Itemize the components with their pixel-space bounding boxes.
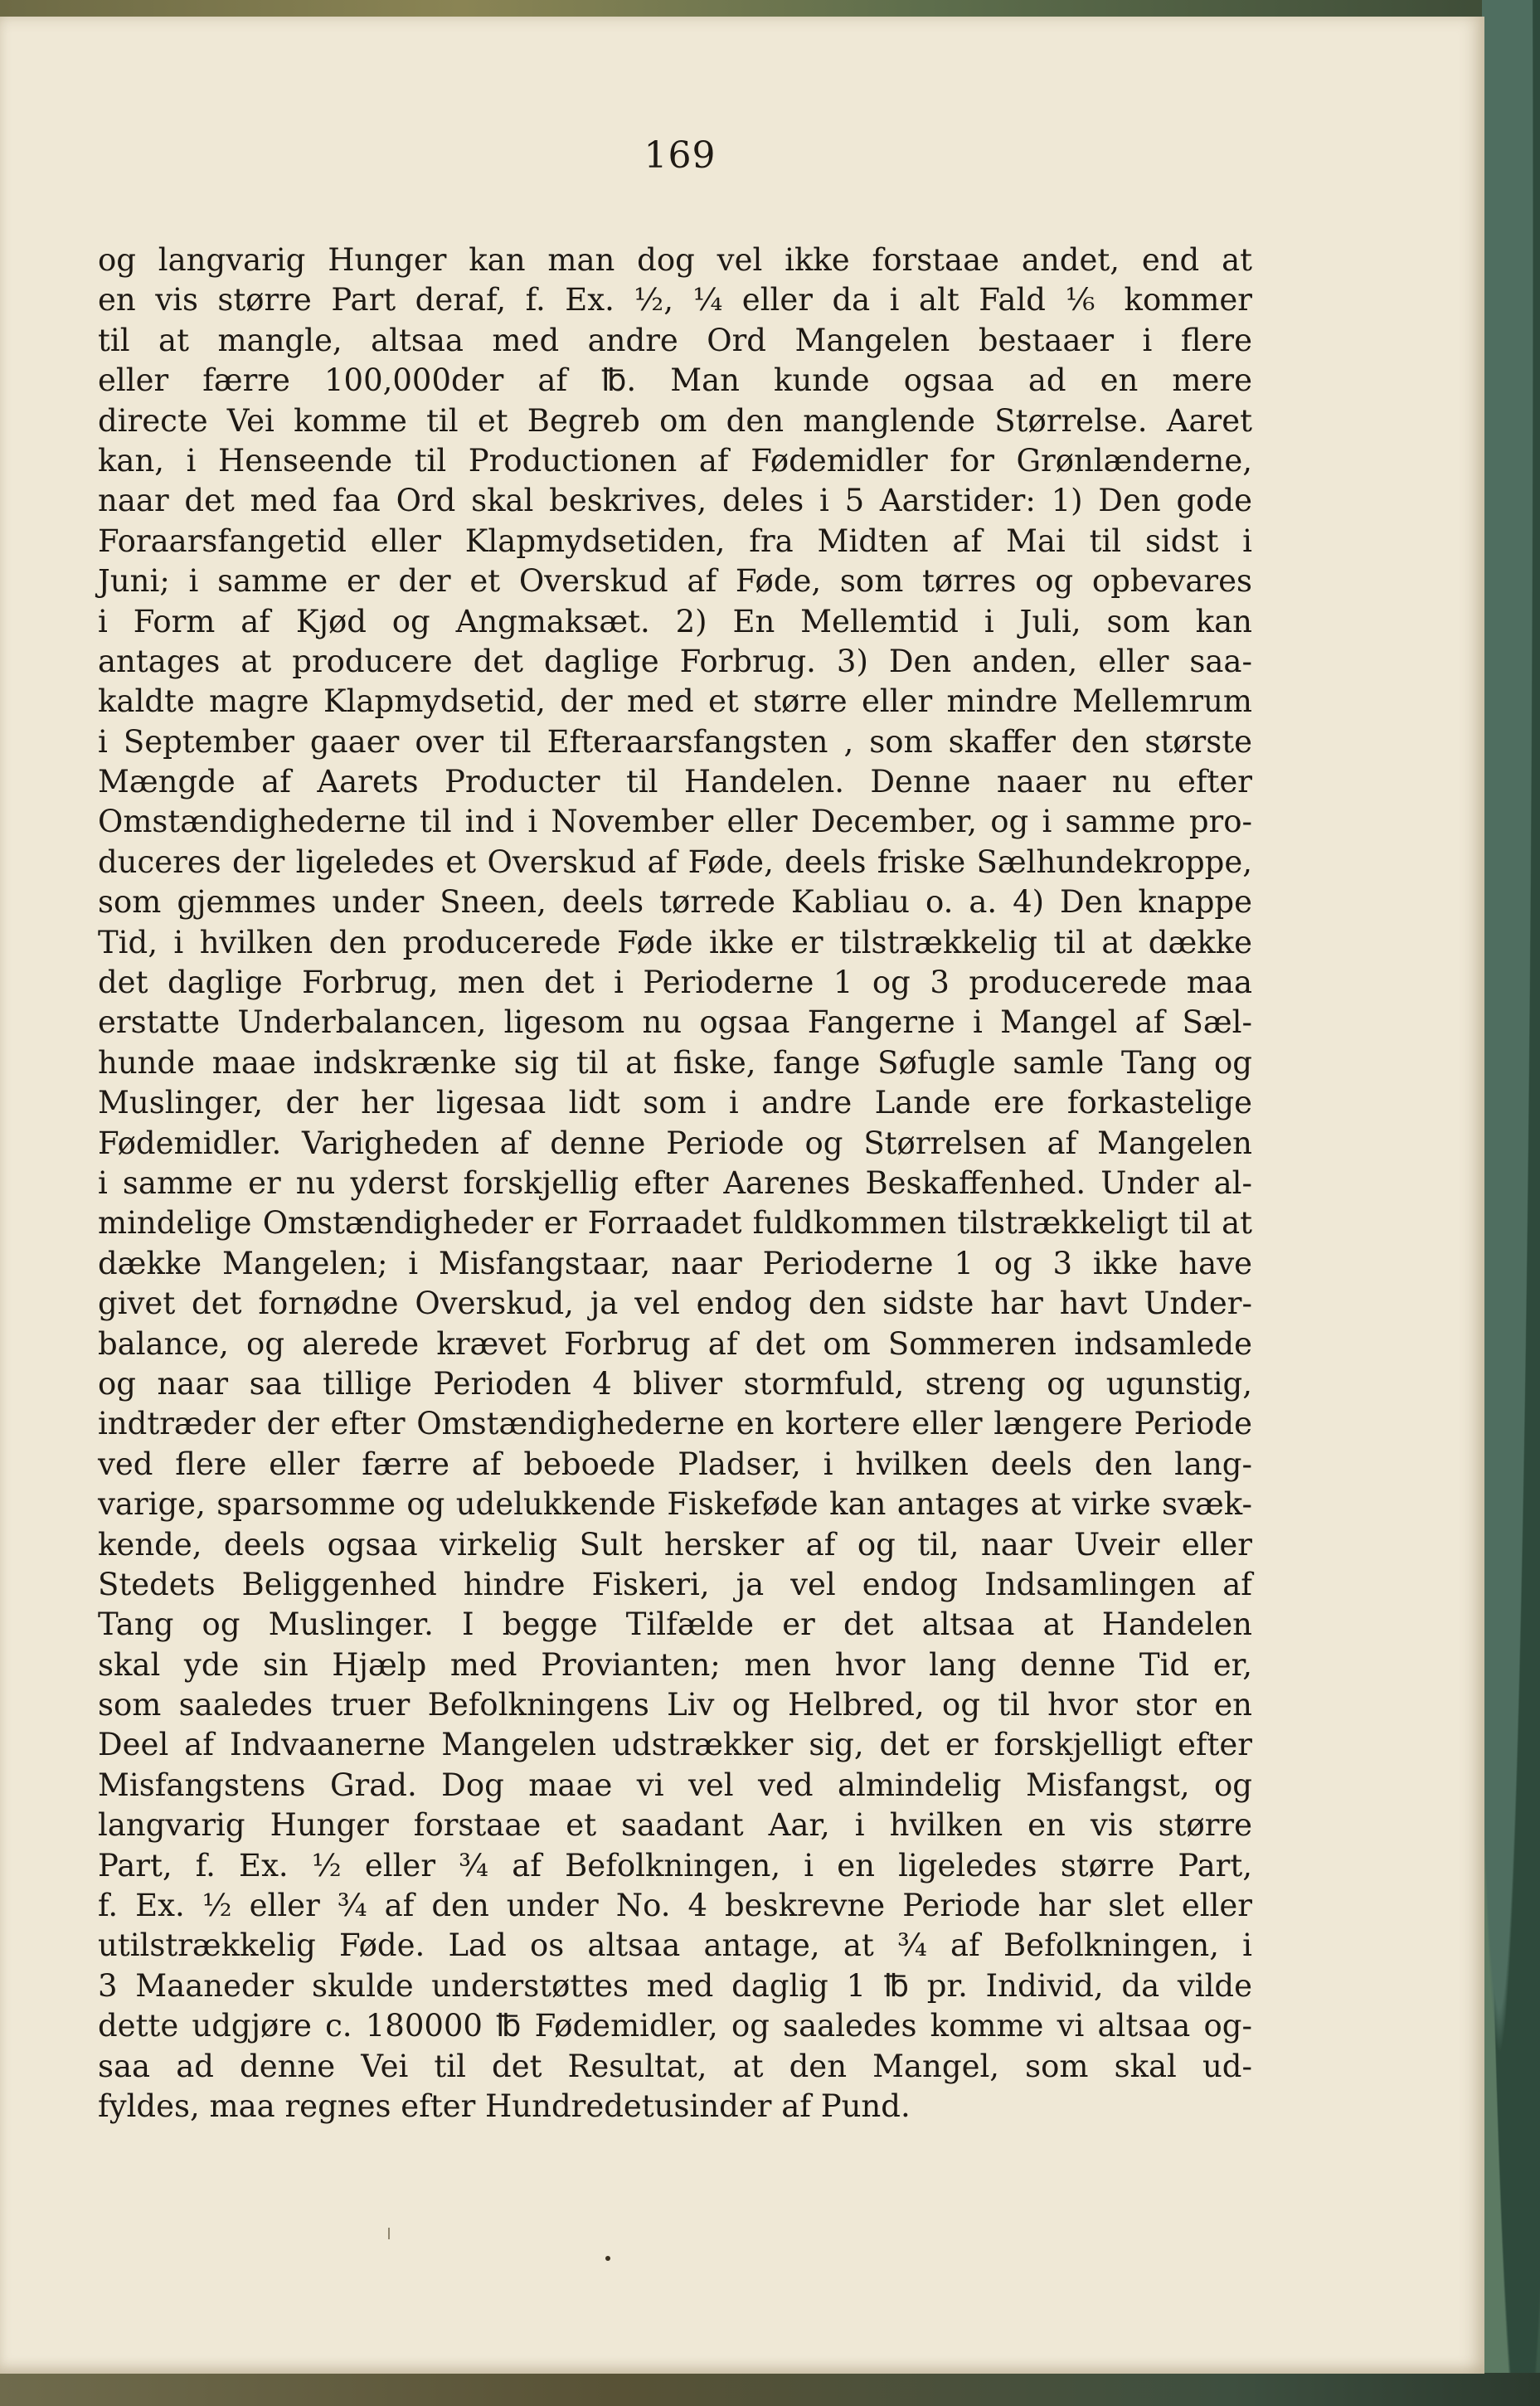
text-line: f. Ex. ½ eller ¾ af den under No. 4 beskrevne Periode har slet eller [98,1888,1252,1924]
text-line: fyldes, maa regnes efter Hundredetusinder af Pund. [98,2088,911,2124]
paper-mark [388,2228,390,2239]
text-line: naar det med faa Ord skal beskrives, deles i 5 Aarstider: 1) Den gode [98,483,1252,519]
text-line: i Form af Kjød og Angmaksæt. 2) En Mellemtid i Juli, som kan [98,603,1252,639]
text-line: balance, og alerede krævet Forbrug af det om Sommeren indsamlede [98,1325,1252,1362]
text-line: i September gaaer over til Efteraarsfangsten , som skaffer den største [98,723,1252,760]
text-line: antages at producere det daglige Forbrug. 3) Den anden, eller saa- [98,643,1252,679]
page-number: 169 [644,134,717,177]
book-bottom-edge [0,2373,1540,2406]
text-line: og langvarig Hunger kan man dog vel ikke forstaae andet, end at [98,242,1252,278]
text-line: og naar saa tillige Perioden 4 bliver stormfuld, streng og ugunstig, [98,1365,1252,1402]
text-line: en vis større Part deraf, f. Ex. ½, ¼ eller da i alt Fald ⅙ kommer [98,282,1252,318]
text-line: Deel af Indvaanerne Mangelen udstrækker sig, det er forskjelligt efter [98,1727,1252,1763]
text-line: Fødemidler. Varigheden af denne Periode og Størrelsen af Mangelen [98,1125,1252,1161]
text-line: mindelige Omstændigheder er Forraadet fuldkommen tilstrækkeligt til at [98,1205,1252,1242]
text-line: Stedets Beliggenhed hindre Fiskeri, ja vel endog Indsamlingen af [98,1566,1252,1602]
text-line: dække Mangelen; i Misfangstaar, naar Perioderne 1 og 3 ikke have [98,1245,1252,1281]
text-line: som gjemmes under Sneen, deels tørrede Kabliau o. a. 4) Den knappe [98,884,1252,921]
body-text [98,241,1252,2127]
text-line: erstatte Underbalancen, ligesom nu ogsaa Fangerne i Mangel af Sæl- [98,1004,1252,1041]
text-line: kende, deels ogsaa virkelig Sult hersker af og til, naar Uveir eller [98,1526,1252,1563]
text-line: Tid, i hvilken den producerede Føde ikke er tilstrækkelig til at dække [98,924,1252,960]
text-line: saa ad denne Vei til det Resultat, at den Mangel, som skal ud- [98,2048,1252,2084]
paper-speck [605,2256,610,2261]
text-line: i samme er nu yderst forskjellig efter Aarenes Beskaffenhed. Under al- [98,1164,1252,1201]
text-line: Muslinger, der her ligesaa lidt som i andre Lande ere forkastelige [98,1085,1252,1121]
text-line: utilstrækkelig Føde. Lad os altsaa antage, at ¾ af Befolkningen, i [98,1927,1252,1964]
text-line: Omstændighederne til ind i November eller December, og i samme pro- [98,804,1252,840]
text-line: skal yde sin Hjælp med Provianten; men hvor lang denne Tid er, [98,1646,1252,1683]
text-line: det daglige Forbrug, men det i Perioderne 1 og 3 producerede maa [98,965,1252,1001]
text-line: dette udgjøre c. 180000 ℔ Fødemidler, og saaledes komme vi altsaa og- [98,2008,1252,2044]
text-line: ved flere eller færre af beboede Pladser, i hvilken deels den lang- [98,1446,1252,1482]
text-line: Foraarsfangetid eller Klapmydsetiden, fra Midten af Mai til sidst i [98,523,1252,559]
book-page [0,17,1484,2374]
book-top-edge [0,0,1540,18]
text-line: Mængde af Aarets Producter til Handelen. Denne naaer nu efter [98,764,1252,800]
marbled-cover-edge [1482,0,1540,2406]
text-line: Tang og Muslinger. I begge Tilfælde er det altsaa at Handelen [98,1606,1252,1643]
text-line: langvarig Hunger forstaae et saadant Aar, i hvilken en vis større [98,1807,1252,1844]
text-line: Misfangstens Grad. Dog maae vi vel ved almindelig Misfangst, og [98,1767,1252,1803]
text-line: Juni; i samme er der et Overskud af Føde, som tørres og opbevares [98,563,1252,600]
text-line: Part, f. Ex. ½ eller ¾ af Befolkningen, i en ligeledes større Part, [98,1847,1252,1883]
text-line: 3 Maaneder skulde understøttes med daglig 1 ℔ pr. Individ, da vilde [98,1967,1252,2004]
text-line: som saaledes truer Befolkningens Liv og Helbred, og til hvor stor en [98,1687,1252,1723]
text-line: til at mangle, altsaa med andre Ord Mangelen bestaaer i flere [98,322,1252,358]
text-line: varige, sparsomme og udelukkende Fiskeføde kan antages at virke svæk- [98,1486,1252,1523]
text-line: hunde maae indskrænke sig til at fiske, fange Søfugle samle Tang og [98,1044,1252,1081]
text-line: givet det fornødne Overskud, ja vel endog den sidste har havt Under- [98,1286,1252,1322]
text-line: directe Vei komme til et Begreb om den manglende Størrelse. Aaret [98,402,1252,439]
text-line: indtræder der efter Omstændighederne en kortere eller længere Periode [98,1406,1252,1442]
text-line: duceres der ligeledes et Overskud af Føde, deels friske Sælhundekroppe, [98,843,1252,880]
text-line: eller færre 100,000der af ℔. Man kunde ogsaa ad en mere [98,362,1252,399]
text-line: kan, i Henseende til Productionen af Fødemidler for Grønlænderne, [98,442,1252,479]
text-line: kaldte magre Klapmydsetid, der med et større eller mindre Mellemrum [98,683,1252,720]
